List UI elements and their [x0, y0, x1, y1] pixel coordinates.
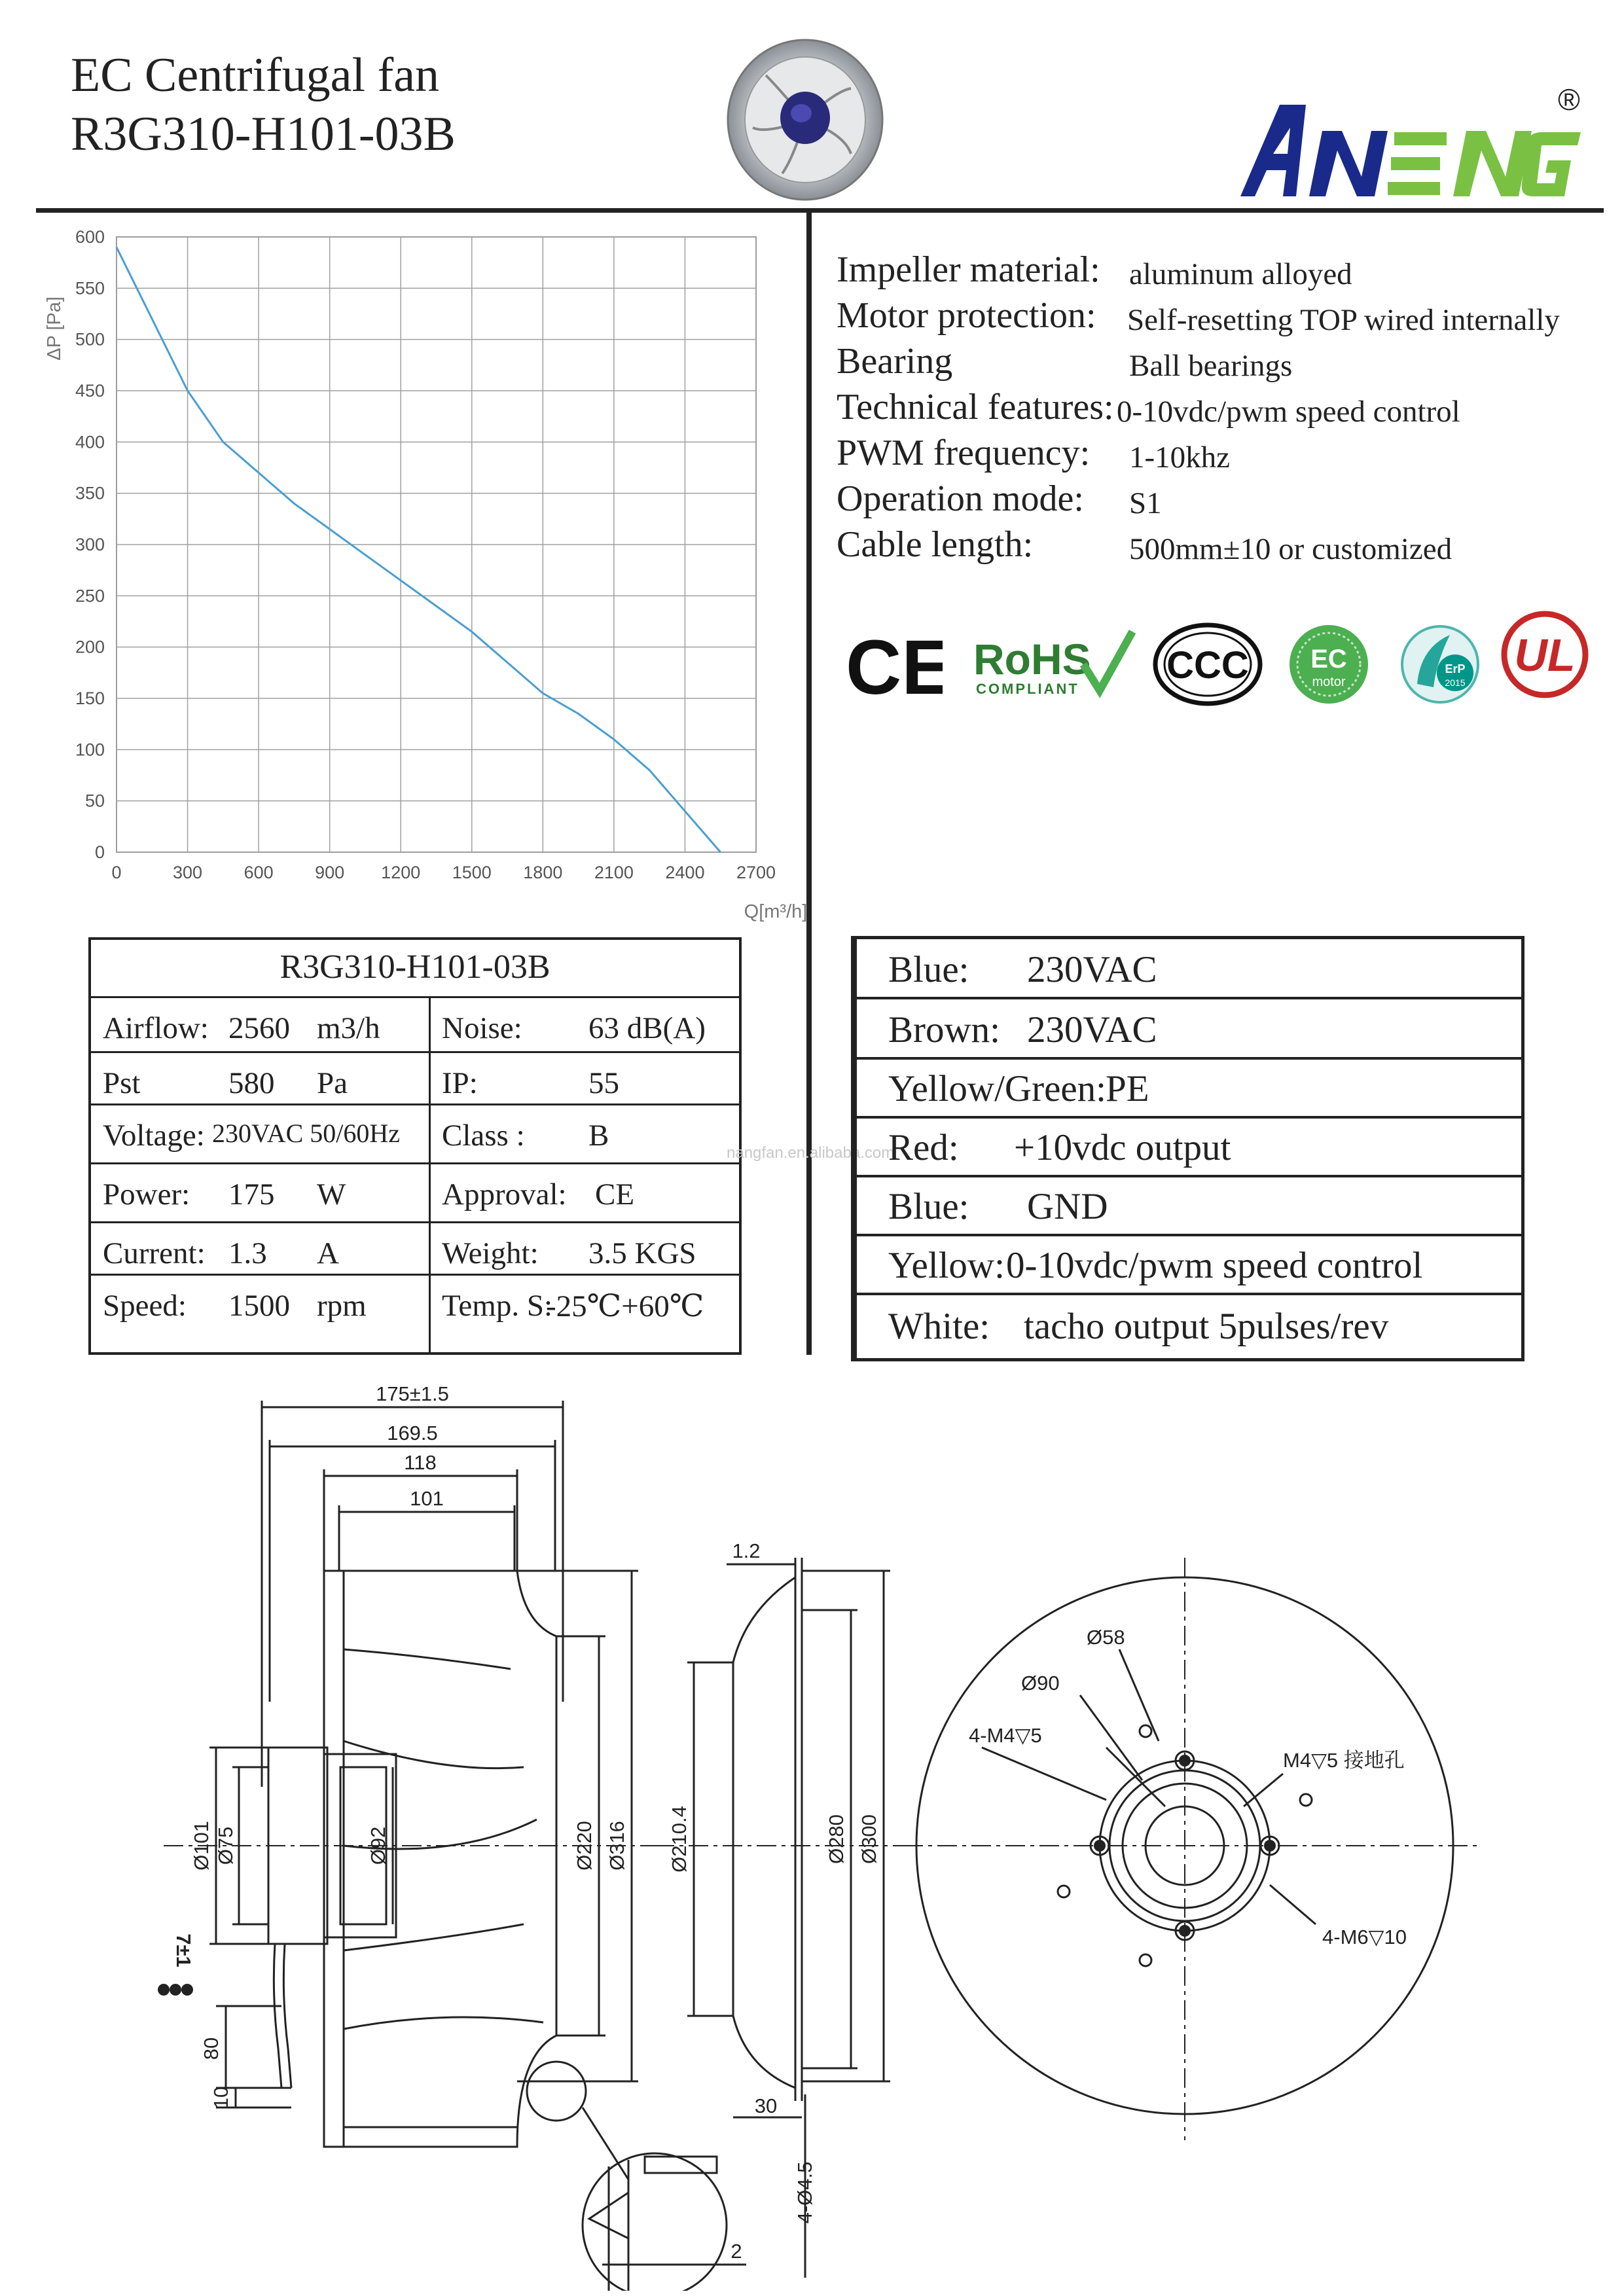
wiring-row — [857, 1058, 1521, 1119]
table-divider — [91, 1051, 739, 1053]
wire-function: PE — [1106, 1068, 1149, 1109]
table-left-value: 580 — [228, 1066, 275, 1100]
wire-function: 230VAC — [1027, 949, 1157, 990]
chart-x-tick-label: 2400 — [665, 863, 705, 882]
spec-label: PWM frequency: — [837, 433, 1091, 473]
dim-motor: Ø92 — [367, 1826, 389, 1865]
spec-row — [837, 249, 1596, 295]
chart-y-tick-label: 600 — [75, 227, 105, 247]
table-right-value: 55 — [588, 1066, 619, 1100]
wire-color-label: Blue: — [888, 949, 969, 990]
chart-y-tick-label: 100 — [75, 740, 105, 760]
wire-function: +10vdc output — [1014, 1127, 1231, 1168]
dim-width-3: 118 — [404, 1451, 437, 1474]
erp-mark — [1398, 622, 1483, 707]
table-right-label: Class : — [442, 1119, 525, 1153]
ec-text: EC — [1310, 645, 1347, 673]
spec-table — [88, 937, 742, 1355]
chart-series-line — [117, 247, 721, 852]
dim-cable-b: 10 — [209, 2086, 232, 2109]
table-left-unit: A — [317, 1236, 339, 1270]
table-left-label: Current: — [103, 1236, 206, 1270]
table-right-value: -25℃+60℃ — [546, 1289, 704, 1323]
dim-overall-width: 175±1.5 — [376, 1382, 449, 1405]
table-divider — [91, 1274, 739, 1276]
table-left-value: 1.3 — [228, 1236, 267, 1270]
table-left-unit: W — [317, 1177, 346, 1211]
spec-label: Technical features: — [837, 387, 1114, 427]
table-left-value: 2560 — [228, 1011, 290, 1045]
erp-text: ErP — [1445, 662, 1466, 675]
wiring-row — [857, 1296, 1521, 1355]
table-left-value: 230VAC 50/60Hz — [212, 1119, 401, 1148]
ccc-text: CCC — [1166, 644, 1249, 687]
wire-color-label: White: — [888, 1306, 990, 1347]
table-right-value: B — [588, 1119, 609, 1153]
wire-color-label: Brown: — [888, 1009, 1000, 1050]
table-left-label: Power: — [103, 1177, 190, 1211]
table-left-unit: m3/h — [317, 1011, 380, 1045]
wiring-row — [857, 1117, 1521, 1177]
chart-y-tick-label: 400 — [75, 432, 105, 452]
wire-color-label: Yellow/Green: — [888, 1068, 1107, 1109]
dim-hub-inner: Ø75 — [214, 1826, 237, 1865]
product-category-title: EC Centrifugal fan — [71, 48, 440, 102]
rohs-sub-text: COMPLIANT — [976, 681, 1079, 697]
dim-width-4: 101 — [410, 1487, 444, 1510]
wiring-row — [857, 1176, 1521, 1236]
aneng-logo — [1234, 92, 1587, 203]
wire-function: 0-10vdc/pwm speed control — [1006, 1245, 1423, 1286]
spec-table-title: R3G310-H101-03B — [280, 948, 550, 986]
table-divider — [91, 1103, 739, 1105]
dim-hub-outer: Ø101 — [190, 1821, 213, 1871]
dim-impeller: Ø316 — [605, 1821, 628, 1871]
chart-y-tick-label: 200 — [75, 637, 105, 657]
spec-label: Impeller material: — [837, 249, 1100, 290]
spec-label: Bearing — [837, 341, 953, 382]
chart-x-axis-label: Q[m³/h] — [744, 901, 808, 922]
table-left-label: Pst — [103, 1066, 141, 1100]
spec-value: 0-10vdc/pwm speed control — [1117, 395, 1460, 429]
chart-x-tick-label: 2700 — [736, 863, 776, 882]
dim-front-ground: M4▽5 接地孔 — [1283, 1749, 1405, 1772]
product-model-title: R3G310-H101-03B — [71, 107, 456, 161]
spec-row — [837, 386, 1596, 432]
table-right-label: Weight: — [442, 1236, 539, 1270]
table-divider — [91, 1221, 739, 1223]
chart-y-tick-label: 0 — [94, 842, 105, 862]
chart-x-tick-label: 1500 — [452, 863, 492, 882]
spec-value: Self-resetting TOP wired internally — [1127, 303, 1560, 337]
table-left-unit: rpm — [317, 1289, 367, 1323]
table-left-label: Voltage: — [103, 1119, 205, 1153]
table-divider — [91, 996, 739, 998]
spec-row — [837, 524, 1596, 569]
table-right-value: 63 dB(A) — [588, 1011, 706, 1045]
chart-y-tick-label: 350 — [75, 483, 105, 503]
chart-x-tick-label: 1800 — [523, 863, 563, 882]
spec-label: Operation mode: — [837, 478, 1084, 519]
wire-function: GND — [1027, 1186, 1108, 1227]
ce-mark-text: CE — [846, 632, 943, 704]
dim-ring-depth: 30 — [754, 2094, 778, 2117]
chart-y-tick-label: 550 — [75, 278, 105, 298]
chart-x-tick-label: 300 — [173, 863, 203, 882]
chart-y-tick-label: 500 — [75, 329, 105, 350]
wire-function: 230VAC — [1027, 1009, 1157, 1050]
wiring-row — [857, 939, 1521, 999]
dimension-drawing — [0, 1374, 1624, 2291]
spec-row — [837, 432, 1596, 478]
dim-inlet: Ø220 — [573, 1821, 596, 1871]
ul-text: UL — [1514, 630, 1576, 681]
dim-ring-outer: Ø300 — [857, 1814, 880, 1864]
table-left-value: 1500 — [228, 1289, 290, 1323]
dim-width-2: 169.5 — [387, 1422, 438, 1444]
chart-x-tick-label: 2100 — [594, 863, 634, 882]
dimension-drawing-svg — [0, 1374, 1624, 2291]
spec-row — [837, 295, 1596, 340]
spec-value: 500mm±10 or customized — [1129, 532, 1453, 566]
fan-product-image — [720, 29, 890, 206]
spec-value: S1 — [1129, 486, 1162, 520]
chart-y-tick-label: 50 — [84, 791, 105, 811]
spec-value: aluminum alloyed — [1129, 257, 1352, 291]
table-left-label: Speed: — [103, 1289, 187, 1323]
performance-chart-svg — [26, 216, 812, 936]
spec-row — [837, 478, 1596, 524]
spec-row — [837, 340, 1596, 386]
dim-front-58: Ø58 — [1087, 1626, 1125, 1649]
chart-x-tick-label: 0 — [111, 863, 122, 882]
ec-motor-text: motor — [1312, 675, 1346, 689]
table-right-value: 3.5 KGS — [588, 1236, 696, 1270]
chart-y-tick-label: 250 — [75, 586, 105, 606]
table-right-value: CE — [595, 1177, 635, 1211]
rohs-text: RoHS — [973, 635, 1091, 683]
dim-cable-label: 7±1 — [172, 1933, 195, 1967]
header-rule — [36, 208, 1604, 213]
ccc-mark — [1152, 622, 1263, 707]
watermark-text: nangfan.en.alibaba.com — [727, 1144, 895, 1162]
dim-ring-holes: 4-Ø4.5 — [793, 2161, 816, 2224]
dim-front-90: Ø90 — [1021, 1672, 1060, 1695]
dim-front-m4: 4-M4▽5 — [969, 1724, 1042, 1747]
erp-year-text: 2015 — [1445, 677, 1466, 688]
performance-chart — [26, 216, 812, 936]
wiring-table — [851, 936, 1525, 1361]
table-right-label: IP: — [442, 1066, 478, 1100]
chart-x-tick-label: 900 — [315, 863, 345, 882]
wire-function: tacho output 5pulses/rev — [1024, 1306, 1389, 1347]
chart-x-tick-label: 1200 — [381, 863, 421, 882]
ul-mark — [1499, 609, 1591, 700]
table-left-label: Airflow: — [103, 1011, 209, 1045]
chart-x-tick-label: 600 — [244, 863, 274, 882]
spec-value: 1-10khz — [1129, 440, 1231, 475]
chart-y-tick-label: 300 — [75, 535, 105, 554]
registered-mark: ® — [1558, 82, 1580, 117]
dim-front-m6: 4-M6▽10 — [1322, 1926, 1407, 1948]
table-divider — [91, 1162, 739, 1164]
chart-y-tick-label: 450 — [75, 381, 105, 401]
spec-value: Ball bearings — [1129, 349, 1293, 383]
dim-bolt-circle: Ø280 — [825, 1814, 848, 1864]
wiring-row — [857, 1235, 1521, 1295]
dim-detail: 2 — [731, 2240, 742, 2263]
chart-y-axis-label: ΔP [Pa] — [44, 296, 65, 361]
spec-label: Motor protection: — [837, 295, 1096, 336]
dim-cable-a: 80 — [200, 2037, 223, 2060]
table-left-value: 175 — [228, 1177, 275, 1211]
table-right-label: Noise: — [442, 1011, 522, 1045]
table-left-unit: Pa — [317, 1066, 348, 1100]
dim-ring-thickness: 1.2 — [732, 1539, 761, 1562]
ce-mark — [844, 632, 943, 704]
wire-color-label: Yellow: — [888, 1245, 1005, 1286]
rohs-mark — [972, 625, 1136, 704]
wiring-row — [857, 999, 1521, 1060]
dim-ring-inner: Ø210.4 — [668, 1806, 691, 1873]
chart-y-tick-label: 150 — [75, 689, 105, 708]
wire-color-label: Red: — [888, 1127, 959, 1168]
wire-color-label: Blue: — [888, 1186, 969, 1227]
ec-motor-mark — [1286, 622, 1371, 707]
table-divider — [429, 996, 431, 1352]
spec-label: Cable length: — [837, 524, 1034, 565]
table-right-label: Approval: — [442, 1177, 567, 1211]
table-right-label: Temp. S: — [442, 1289, 553, 1323]
